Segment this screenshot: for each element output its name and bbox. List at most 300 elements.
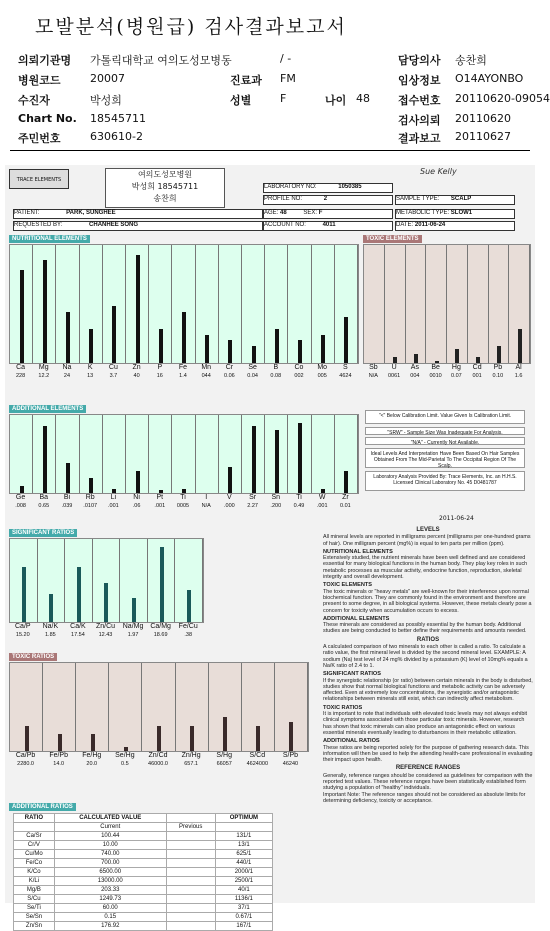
toxic-column bbox=[468, 245, 489, 363]
nutritional-label: Mg bbox=[38, 364, 49, 371]
sig-bar bbox=[160, 547, 164, 622]
info-v2-2: F bbox=[280, 92, 287, 105]
table-cell: 167/1 bbox=[215, 922, 272, 931]
requested-box: REQUESTED BY: CHANHEE SONG bbox=[13, 221, 263, 231]
nutritional-value: 0.04 bbox=[247, 373, 258, 379]
table-cell: 131/1 bbox=[215, 832, 272, 841]
nutritional-bar bbox=[298, 340, 302, 363]
info-v2-1: FM bbox=[280, 72, 296, 85]
sig-label: Na/Mg bbox=[122, 623, 144, 630]
info-v4-0: 송찬희 bbox=[455, 54, 487, 67]
info-v2-0: / - bbox=[280, 52, 292, 65]
toxr-value: 2280.0 bbox=[17, 761, 34, 767]
additional-column bbox=[103, 415, 126, 493]
toxr-bar bbox=[91, 734, 95, 751]
info-v1-2: 박성희 bbox=[90, 94, 122, 107]
toxic-column bbox=[426, 245, 447, 363]
info-l3-2: 나이 bbox=[325, 94, 347, 107]
table-cell: 0.67/1 bbox=[215, 913, 272, 922]
table-cell: 625/1 bbox=[215, 850, 272, 859]
info-v1-0: 가톨릭대학교 여의도성모병동 bbox=[90, 54, 232, 67]
info-l1-2: 수진자 bbox=[18, 94, 50, 107]
additional-label: Rb bbox=[85, 494, 95, 501]
additional-bar bbox=[20, 486, 24, 493]
nutritional-bar bbox=[43, 260, 47, 363]
additional-column bbox=[288, 415, 311, 493]
sig-column bbox=[65, 539, 93, 622]
additional-label: I bbox=[205, 494, 208, 501]
explanatory-text: LEVELS All mineral levels are reported in milligrams percent (milligrams per one-hundred grams of hair). One milligram percent (mg%) is equal to ten parts per million (ppm). NUTRITIONAL ELEMENTS Extensively studied, the nutrient minerals have been well defined and are considered essential for many biological functions in the human body. They play key roles in such metabolic processes as muscular activity, endocrine function, reproduction, skeletal integrity and overall development. TOXIC ELEMENTS The toxic minerals or "heavy metals" are well-known for their interference upon normal biochemical function. They are commonly found in the environment and therefore are present to some degree, in all biological systems. However, these metals clearly pose a concern for toxicity when accumulation occurs to excess. ADDITIONAL ELEMENTS These minerals are considered as possibly essential by the human body. Additional studies are being conducted to better define their requirements and amounts needed. RATIOS A calculated comparison of two minerals to each other is called a ratio. To calculate a ratio value, the first mineral level is divided by the second mineral level. EXAMPLE: A sodium (Na) test level of 24 mg% divided by a potassium (K) level of 10mg% equals a Na/K ratio of 2.4 to 1. SIGNIFICANT RATIOS If the synergistic relationship (or ratio) between certain minerals in the body is disturbed, studies show that normal biological functions and metabolic activity can be adversely affected. Even at extremely low concentrations, the synergistic and/or antagonistic relationships between minerals still exist, which can indirectly affect metabolism. TOXIC RATIOS It is important to note that individuals with elevated toxic levels may not always exhibit clinical symptoms associated with those particular toxic minerals. However, research has shown that toxic minerals can also produce an antagonistic effect on various essential minerals eventually leading to disturbances in their metabolic utilization. ADDITIONAL RATIOS These ratios are being reported solely for the purpose of gathering research data. This information will then be used to help the attending health-care professional in evaluating their impact upon health. REFERENCE RANGES Generally, reference ranges should be considered as guidelines for comparison with the reported test values. These reference ranges have been statistically established form studying a population of "healthy" individuals. Important Note: The reference ranges should not be considered as absolute limits for determining deficiency, toxicity or acceptance. bbox=[323, 527, 533, 804]
toxr-bar bbox=[256, 726, 260, 751]
additional-column bbox=[172, 415, 195, 493]
additional-label: Ti bbox=[180, 494, 186, 501]
nutritional-bar bbox=[182, 312, 186, 363]
info-l4-4: 결과보고 bbox=[398, 132, 441, 145]
nutritional-value: 40 bbox=[133, 373, 140, 379]
nutritional-value: 13 bbox=[87, 373, 94, 379]
toxic-bar bbox=[414, 354, 418, 363]
nutritional-column bbox=[288, 245, 311, 363]
sig-value: 12.43 bbox=[98, 632, 113, 638]
additional-heading: ADDITIONAL ELEMENTS bbox=[9, 405, 86, 413]
toxic-bar bbox=[455, 349, 459, 363]
sig-value: .38 bbox=[184, 632, 193, 638]
table-cell: 100.44 bbox=[54, 832, 166, 841]
table-cell: K/Li bbox=[14, 877, 55, 886]
nutritional-column bbox=[196, 245, 219, 363]
table-cell: K/Co bbox=[14, 868, 55, 877]
nutritional-column bbox=[126, 245, 149, 363]
nutritional-column bbox=[265, 245, 288, 363]
additional-column bbox=[56, 415, 79, 493]
legend-note-1: "<" Below Calibration Limit. Value Given Is Calibration Limit. bbox=[365, 410, 525, 424]
table-subheader: Previous bbox=[166, 823, 215, 832]
sig-bar bbox=[22, 567, 26, 622]
toxr-bar bbox=[58, 734, 62, 751]
toxr-bar bbox=[190, 726, 194, 751]
toxic-bar bbox=[476, 357, 480, 363]
table-row bbox=[14, 868, 273, 877]
additional-value: 0.65 bbox=[38, 503, 50, 509]
toxic-label: U bbox=[391, 364, 397, 371]
table-cell: Cr/V bbox=[14, 841, 55, 850]
toxr-label: Zn/Hg bbox=[181, 752, 201, 759]
table-cell bbox=[166, 841, 215, 850]
additional-column bbox=[10, 415, 33, 493]
additional-bar bbox=[298, 423, 302, 493]
sig-heading: SIGNIFICANT RATIOS bbox=[9, 529, 77, 537]
toxic-value: 0010 bbox=[429, 373, 442, 379]
nutritional-value: 24 bbox=[63, 373, 71, 379]
toxr-bar bbox=[157, 726, 161, 751]
additional-column bbox=[265, 415, 288, 493]
toxic-column bbox=[509, 245, 530, 363]
toxr-value: 4624000 bbox=[246, 761, 269, 767]
additional-value: N/A bbox=[201, 503, 211, 509]
table-cell bbox=[166, 904, 215, 913]
additional-bar bbox=[321, 489, 325, 493]
additional-value: .001 bbox=[108, 503, 119, 509]
table-header bbox=[166, 814, 215, 823]
table-cell: 440/1 bbox=[215, 859, 272, 868]
nutritional-bar bbox=[20, 270, 24, 363]
toxr-column bbox=[275, 663, 308, 751]
toxic-label: Hg bbox=[451, 364, 461, 371]
additional-value: .200 bbox=[270, 503, 282, 509]
nutritional-label: Zn bbox=[132, 364, 141, 371]
sig-label: Na/K bbox=[42, 623, 59, 630]
table-cell bbox=[166, 832, 215, 841]
sig-column bbox=[120, 539, 148, 622]
additional-label: Zr bbox=[342, 494, 349, 501]
toxr-label: Fe/Pb bbox=[49, 752, 68, 759]
info-v1-4: 630610-2 bbox=[90, 130, 143, 143]
info-l4-1: 임상정보 bbox=[398, 74, 441, 87]
info-v1-3: 18545711 bbox=[90, 112, 146, 125]
additional-label: Li bbox=[110, 494, 117, 501]
info-l4-0: 담당의사 bbox=[398, 54, 441, 67]
sig-label: Fe/Cu bbox=[178, 623, 198, 630]
metabolic-box: METABOLIC TYPE: SLOW1 bbox=[395, 209, 515, 219]
nutritional-column bbox=[335, 245, 358, 363]
additional-label: Pt bbox=[156, 494, 164, 501]
toxic-label: Sb bbox=[369, 364, 378, 371]
toxr-column bbox=[142, 663, 175, 751]
table-cell: 13/1 bbox=[215, 841, 272, 850]
table-row bbox=[14, 850, 273, 859]
table-cell bbox=[166, 922, 215, 931]
date-box: DATE: 2011-06-24 bbox=[395, 221, 515, 231]
sig-column bbox=[148, 539, 176, 622]
table-cell: 10.00 bbox=[54, 841, 166, 850]
nutritional-label: B bbox=[273, 364, 279, 371]
additional-bar bbox=[228, 467, 232, 493]
toxr-label: Zn/Cd bbox=[148, 752, 168, 759]
info-l4-3: 검사의뢰 bbox=[398, 114, 441, 127]
nutritional-bar bbox=[66, 312, 70, 363]
nutritional-label: P bbox=[157, 364, 163, 371]
table-row bbox=[14, 859, 273, 868]
sig-bar bbox=[77, 567, 81, 622]
toxic-heading: TOXIC ELEMENTS bbox=[363, 235, 422, 243]
nutritional-column bbox=[242, 245, 265, 363]
additional-value: 0.01 bbox=[340, 503, 351, 509]
table-cell: Cu/Mo bbox=[14, 850, 55, 859]
table-cell: S/Cu bbox=[14, 895, 55, 904]
nutritional-value: 228 bbox=[16, 373, 26, 379]
nutritional-heading: NUTRITIONAL ELEMENTS bbox=[9, 235, 90, 243]
additional-label: Bi bbox=[63, 494, 71, 501]
info-l2-2: 성별 bbox=[230, 94, 252, 107]
additional-column bbox=[219, 415, 242, 493]
legend-note-4: Ideal Levels And Interpretation Have Been Based On Hair Samples Obtained From The Mid-Parietal To The Occipital Region Of The Scalp. bbox=[365, 448, 525, 468]
table-cell bbox=[166, 895, 215, 904]
age-sex-box: AGE: 48 SEX: F bbox=[263, 209, 393, 219]
toxr-label: Fe/Hg bbox=[82, 752, 102, 759]
account-box: ACCOUNT NO: 4011 bbox=[263, 221, 393, 231]
nutritional-column bbox=[219, 245, 242, 363]
sig-column bbox=[175, 539, 203, 622]
additional-bar bbox=[43, 426, 47, 493]
nutritional-value: 4624 bbox=[339, 373, 352, 379]
toxic-ratio-heading: TOXIC RATIOS bbox=[9, 653, 57, 661]
table-row bbox=[14, 832, 273, 841]
legend-note-2: "SRW" - Sample Size Was Inadequate For Analysis. bbox=[365, 427, 525, 435]
nutritional-bar bbox=[89, 329, 93, 363]
additional-label: Ba bbox=[39, 494, 49, 501]
table-cell: 6500.00 bbox=[54, 868, 166, 877]
nutritional-value: 1.4 bbox=[179, 373, 187, 379]
toxr-label: S/Cd bbox=[249, 752, 266, 759]
toxr-value: 66057 bbox=[216, 761, 232, 767]
additional-label: W bbox=[318, 494, 326, 501]
additional-value: .0107 bbox=[83, 503, 98, 509]
toxr-value: 657.1 bbox=[184, 761, 198, 767]
nutritional-column bbox=[33, 245, 56, 363]
table-cell: Ca/Sr bbox=[14, 832, 55, 841]
additional-bar bbox=[275, 430, 279, 493]
additional-bar bbox=[344, 471, 348, 493]
toxr-value: 20.0 bbox=[86, 761, 98, 767]
nutritional-label: Cr bbox=[225, 364, 234, 371]
nutritional-value: 0.08 bbox=[270, 373, 282, 379]
nutritional-column bbox=[103, 245, 126, 363]
additional-label: Sr bbox=[249, 494, 257, 501]
toxic-label: Al bbox=[515, 364, 522, 371]
table-cell bbox=[166, 886, 215, 895]
table-cell: 0.15 bbox=[54, 913, 166, 922]
nutritional-label: Na bbox=[62, 364, 72, 371]
toxic-column bbox=[447, 245, 468, 363]
additional-label: Ge bbox=[15, 494, 26, 501]
toxr-column bbox=[43, 663, 76, 751]
sig-column bbox=[10, 539, 38, 622]
toxic-value: 004 bbox=[410, 373, 420, 379]
additional-value: 0005 bbox=[176, 503, 190, 509]
additional-value: 2.27 bbox=[247, 503, 258, 509]
toxic-column bbox=[385, 245, 406, 363]
toxic-value: 0061 bbox=[388, 373, 401, 379]
table-cell: Se/Ti bbox=[14, 904, 55, 913]
toxic-bar bbox=[393, 357, 397, 363]
nutritional-label: Mn bbox=[201, 364, 212, 371]
table-subheader: Current bbox=[54, 823, 166, 832]
additional-value: .000 bbox=[224, 503, 235, 509]
table-cell: 60.00 bbox=[54, 904, 166, 913]
sig-label: Ca/K bbox=[70, 623, 86, 630]
toxic-value: N/A bbox=[368, 373, 378, 379]
toxic-label: Pb bbox=[493, 364, 503, 371]
toxic-column bbox=[406, 245, 427, 363]
toxr-column bbox=[109, 663, 142, 751]
sig-bar bbox=[187, 590, 191, 622]
toxic-value: 0.10 bbox=[492, 373, 504, 379]
toxr-column bbox=[209, 663, 242, 751]
toxic-label: Cd bbox=[472, 364, 482, 371]
table-row bbox=[14, 895, 273, 904]
signature: Sue Kelly bbox=[420, 167, 457, 176]
table-cell: 740.00 bbox=[54, 850, 166, 859]
info-l1-1: 병원코드 bbox=[18, 74, 61, 87]
sig-value: 1.85 bbox=[44, 632, 56, 638]
additional-bar bbox=[159, 490, 163, 493]
info-v4-1: O14AYONBO bbox=[455, 72, 524, 85]
table-cell bbox=[166, 868, 215, 877]
nutritional-label: K bbox=[87, 364, 93, 371]
sig-column bbox=[38, 539, 66, 622]
toxr-column bbox=[10, 663, 43, 751]
info-l1-4: 주민번호 bbox=[18, 132, 61, 145]
sample-box: SAMPLE TYPE: SCALP bbox=[395, 195, 515, 205]
toxr-label: Se/Hg bbox=[115, 752, 135, 759]
toxr-bar bbox=[124, 747, 128, 751]
table-row bbox=[14, 877, 273, 886]
table-cell bbox=[166, 877, 215, 886]
additional-value: .039 bbox=[61, 503, 73, 509]
table-header: RATIO bbox=[14, 814, 55, 823]
lab-logo: TRACE ELEMENTS bbox=[9, 169, 69, 189]
toxic-bar bbox=[518, 329, 522, 363]
toxic-column bbox=[489, 245, 510, 363]
table-cell: Se/Sn bbox=[14, 913, 55, 922]
nutritional-value: 3.7 bbox=[109, 373, 118, 379]
hospital-stamp: 여의도성모병원 박성희 18545711 송찬희 bbox=[105, 168, 225, 208]
info-v1-1: 20007 bbox=[90, 72, 125, 85]
table-subheader bbox=[14, 823, 55, 832]
report-title: 모발분석(병원급) 검사결과보고서 bbox=[35, 16, 347, 38]
additional-column bbox=[312, 415, 335, 493]
info-l1-3: Chart No. bbox=[18, 112, 77, 125]
additional-label: Sn bbox=[271, 494, 281, 501]
table-row bbox=[14, 904, 273, 913]
additional-column bbox=[149, 415, 172, 493]
additional-label: Ti bbox=[296, 494, 302, 501]
nutritional-bar bbox=[228, 340, 232, 363]
sig-value: 15.20 bbox=[15, 632, 30, 638]
sig-bar bbox=[49, 594, 53, 622]
additional-value: 0.49 bbox=[293, 503, 305, 509]
sig-bar bbox=[104, 583, 108, 623]
toxic-column bbox=[364, 245, 385, 363]
toxic-bar bbox=[497, 346, 501, 363]
sig-label: Ca/P bbox=[15, 623, 31, 630]
table-cell bbox=[166, 850, 215, 859]
nutritional-column bbox=[56, 245, 79, 363]
toxr-label: S/Hg bbox=[216, 752, 232, 759]
nutritional-value: 005 bbox=[317, 373, 327, 379]
table-cell: 176.92 bbox=[54, 922, 166, 931]
nutritional-value: 002 bbox=[294, 373, 304, 379]
toxr-column bbox=[176, 663, 209, 751]
info-l4-2: 접수번호 bbox=[398, 94, 441, 107]
nutritional-column bbox=[149, 245, 172, 363]
additional-column bbox=[242, 415, 265, 493]
nutritional-bar bbox=[321, 335, 325, 364]
table-cell: 1249.73 bbox=[54, 895, 166, 904]
toxic-label: Be bbox=[431, 364, 440, 371]
toxr-value: 46240 bbox=[282, 761, 299, 767]
additional-value: .001 bbox=[154, 503, 166, 509]
nutritional-bar bbox=[275, 329, 279, 363]
table-cell: 2500/1 bbox=[215, 877, 272, 886]
add-ratio-heading: ADDITIONAL RATIOS bbox=[9, 803, 76, 811]
additional-label: V bbox=[227, 494, 232, 501]
sig-label: Ca/Mg bbox=[150, 623, 171, 630]
sig-label: Zn/Cu bbox=[95, 623, 116, 630]
additional-value: .008 bbox=[15, 503, 26, 509]
table-cell bbox=[166, 913, 215, 922]
toxr-column bbox=[76, 663, 109, 751]
table-cell: 2000/1 bbox=[215, 868, 272, 877]
table-cell: Zn/Sn bbox=[14, 922, 55, 931]
nutritional-bar bbox=[159, 329, 163, 363]
nutritional-value: 12.2 bbox=[38, 373, 50, 379]
table-subheader bbox=[215, 823, 272, 832]
info-l1-0: 의뢰기관명 bbox=[18, 54, 72, 67]
table-header: OPTIMUM bbox=[215, 814, 272, 823]
nutritional-value: 0.06 bbox=[224, 373, 235, 379]
additional-column bbox=[335, 415, 358, 493]
table-row bbox=[14, 913, 273, 922]
report-date: 2011-06-24 bbox=[439, 515, 474, 522]
toxic-label: As bbox=[410, 364, 419, 371]
table-header: CALCULATED VALUE bbox=[54, 814, 166, 823]
table-cell: 700.00 bbox=[54, 859, 166, 868]
info-v4-2: 20110620-09054 bbox=[455, 92, 550, 105]
additional-bar bbox=[66, 463, 70, 493]
additional-bar bbox=[182, 489, 186, 493]
nutritional-bar bbox=[205, 335, 209, 364]
nutritional-label: Se bbox=[248, 364, 257, 371]
lab-no-box: LABORATORY NO: 1050385 bbox=[263, 183, 393, 193]
info-v4-4: 20110627 bbox=[455, 130, 511, 143]
toxr-label: Ca/Pb bbox=[15, 752, 36, 759]
additional-column bbox=[80, 415, 103, 493]
nutritional-label: Mo bbox=[317, 364, 328, 371]
toxic-value: 0.07 bbox=[451, 373, 462, 379]
additional-bar bbox=[252, 426, 256, 493]
sig-column bbox=[93, 539, 121, 622]
additional-value: .001 bbox=[316, 503, 328, 509]
nutritional-bar bbox=[112, 306, 116, 363]
sig-bar bbox=[132, 598, 136, 622]
table-cell: 13000.00 bbox=[54, 877, 166, 886]
additional-bar bbox=[112, 489, 116, 493]
nutritional-column bbox=[312, 245, 335, 363]
info-l2-1: 진료과 bbox=[230, 74, 262, 87]
sig-value: 1.97 bbox=[127, 632, 139, 638]
nutritional-column bbox=[80, 245, 103, 363]
table-cell: Fe/Co bbox=[14, 859, 55, 868]
toxr-bar bbox=[223, 717, 227, 751]
nutritional-bar bbox=[252, 346, 256, 363]
additional-bar bbox=[136, 471, 140, 493]
toxr-value: 14.0 bbox=[53, 761, 65, 767]
table-row bbox=[14, 922, 273, 931]
table-cell bbox=[166, 859, 215, 868]
nutritional-value: 16 bbox=[156, 373, 163, 379]
toxr-label: S/Pb bbox=[282, 752, 299, 759]
patient-box: PATIENT: PARK, SUNGHEE bbox=[13, 209, 263, 219]
additional-column bbox=[33, 415, 56, 493]
additional-label: Ni bbox=[133, 494, 140, 501]
legend-note-5: Laboratory Analysis Provided By: Trace Elements, Inc. an H.H.S. Licensed Clinical Laboratory No. 45 D0481787 bbox=[365, 471, 525, 491]
nutritional-value: 044 bbox=[201, 373, 211, 379]
sig-value: 17.54 bbox=[71, 632, 85, 638]
additional-column bbox=[196, 415, 219, 493]
sig-value: 18.69 bbox=[153, 632, 168, 638]
table-row bbox=[14, 886, 273, 895]
